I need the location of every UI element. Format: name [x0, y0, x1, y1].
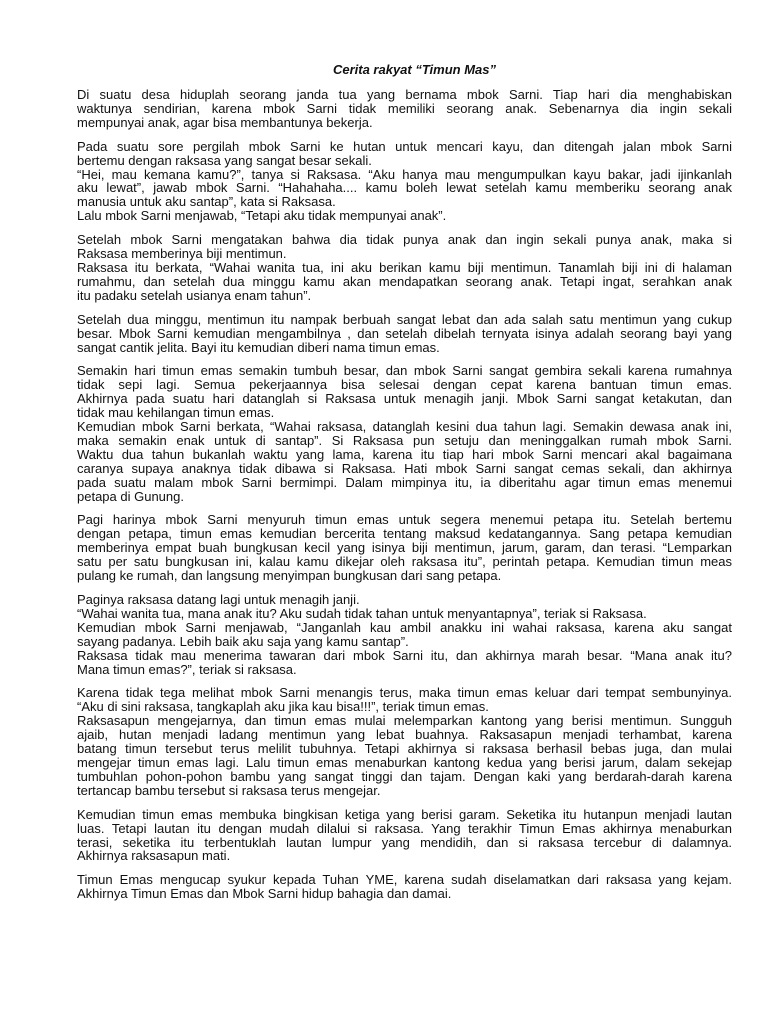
- text-line: Mana timun emas?”, teriak si raksasa.: [77, 661, 297, 677]
- text-line: satu per satu bungkusan ini, kalau kamu dikejar oleh raksasa itu”, perintah petapa. Kemudian timun meas: [77, 554, 732, 570]
- text-line: sayang padanya. Lebih baik aku saja yang kamu santap”.: [77, 633, 409, 649]
- paragraph: [77, 233, 732, 303]
- text-line: Pagi harinya mbok Sarni menyuruh timun emas untuk segera menemui petapa itu. Setelah bertemu: [77, 512, 732, 528]
- text-line: memberinya empat buah bungkusan kecil yang isinya biji mentimun, jarum, garam, dan terasi. “Lemparkan: [77, 540, 732, 556]
- paragraph: [77, 513, 732, 583]
- text-line: Akhirnya Timun Emas dan Mbok Sarni hidup bahagia dan damai.: [77, 886, 452, 902]
- text-line: Semakin hari timun emas semakin tumbuh besar, dan mbok Sarni sangat gembira sekali karena rumahnya: [77, 363, 732, 379]
- text-line: “Aku di sini raksasa, tangkaplah aku jika kau bisa!!!”, teriak timun emas.: [77, 699, 489, 715]
- text-line: dengan petapa, timun emas kemudian bercerita tentang maksud kedatangannya. Sang petapa kemudian: [77, 526, 732, 542]
- text-line: Paginya raksasa datang lagi untuk menagih janji.: [77, 592, 360, 607]
- paragraph: [77, 808, 732, 864]
- paragraph: [77, 364, 732, 503]
- text-line: Kemudian mbok Sarni berkata, “Wahai raksasa, datanglah kesini dua tahun lagi. Semakin dewasa anak ini,: [77, 419, 732, 435]
- text-line: ajaib, hutan menjadi ladang mentimun yang lebat buahnya. Raksasapun menjadi terhambat, karena: [77, 727, 732, 743]
- text-line: Akhirnya pada suatu hari datanglah si Raksasa untuk menagih janji. Mbok Sarni sangat ketakutan, dan: [77, 391, 732, 407]
- text-line: Raksasa memberinya biji mentimun.: [77, 246, 287, 262]
- text-line: besar. Mbok Sarni kemudian mengambilnya , dan setelah dibelah ternyata isinya adalah seorang bayi yang: [77, 325, 732, 341]
- text-line: tidak sepi lagi. Semua pekerjaannya bisa selesai dengan cepat karena bantuan timun emas.: [77, 377, 732, 393]
- text-line: petapa di Gunung.: [77, 488, 184, 504]
- text-line: Timun Emas mengucap syukur kepada Tuhan YME, karena sudah diselamatkan dari raksasa yang kejam.: [77, 872, 732, 888]
- paragraph: [77, 88, 732, 130]
- text-line: tumbuhlan pohon-pohon bambu yang sangat tinggi dan tajam. Dengan kaki yang berdarah-darah karena: [77, 768, 732, 784]
- text-line: luas. Tetapi lautan itu dengan mudah dilalui si raksasa. Yang terakhir Timun Emas akhirnya menaburkan: [77, 820, 732, 836]
- text-line: maka semakin enak untuk di santap”. Si Raksasa pun setuju dan meninggalkan rumah mbok Sarni.: [77, 432, 732, 448]
- text-line: Setelah dua minggu, mentimun itu nampak berbuah sangat lebat dan ada salah satu mentimun yang cukup: [77, 311, 732, 327]
- text-line: Pada suatu sore pergilah mbok Sarni ke hutan untuk mencari kayu, dan ditengah jalan mbok Sarni: [77, 138, 732, 154]
- text-line: Raksasa itu berkata, “Wahai wanita tua, ini aku berikan kamu biji mentimun. Tanamlah biji ini di halaman: [77, 259, 732, 275]
- text-line: rumahmu, dan setelah dua minggu kamu akan mendapatkan seorang anak. Tetapi ingat, serahkan anak: [77, 273, 732, 289]
- text-line: terasi, seketika itu terbentuklah lautan lumpur yang mendidih, dan si raksasa tercebur di dalamnya.: [77, 834, 732, 850]
- text-line: waktunya sendirian, karena mbok Sarni tidak memiliki seorang anak. Sebenarnya dia ingin sekali: [77, 100, 732, 116]
- text-line: Waktu dua tahun bukanlah waktu yang lama, karena itu tiap hari mbok Sarni mencari akal bagaimana: [77, 446, 732, 462]
- text-line: mengejar timun emas lagi. Lalu timun emas menaburkan kantong kedua yang berisi jarum, dalam sekejap: [77, 754, 732, 770]
- paragraph: [77, 593, 732, 676]
- text-line: caranya supaya anaknya tidak dibawa si Raksasa. Hati mbok Sarni sangat cemas sekali, dan akhirnya: [77, 460, 732, 476]
- text-line: pada suatu malam mbok Sarni bermimpi. Dalam mimpinya itu, ia diberitahu agar timun emas menemui: [77, 474, 732, 490]
- text-line: tidak mau kehilangan timun emas.: [77, 405, 275, 421]
- text-line: tertancap bambu tersebut si raksasa terus mengejar.: [77, 782, 381, 798]
- story-title: Cerita rakyat “Timun Mas”: [332, 62, 497, 77]
- paragraph: [77, 686, 732, 797]
- text-line: Lalu mbok Sarni menjawab, “Tetapi aku tidak mempunyai anak”.: [77, 208, 447, 224]
- text-line: manusia untuk aku santap”, kata si Raksasa.: [77, 194, 336, 210]
- text-line: “Wahai wanita tua, mana anak itu? Aku sudah tidak tahan untuk menyantapnya”, teriak si Raksasa.: [77, 605, 647, 621]
- text-line: Raksasapun mengejarnya, dan timun emas mulai melemparkan kantong yang berisi mentimun. Sungguh: [77, 713, 732, 729]
- paragraph: [77, 140, 732, 223]
- paragraph: [77, 313, 732, 355]
- text-line: batang timun tersebut terus melilit tubuhnya. Tetapi akhirnya si raksasa berhasil bebas juga, dan mulai: [77, 741, 732, 757]
- text-line: bertemu dengan raksasa yang sangat besar sekali.: [77, 152, 372, 168]
- text-line: aku lewat”, jawab mbok Sarni. “Hahahaha.... kamu boleh lewat setelah kamu memberiku seorang anak: [77, 180, 732, 196]
- text-line: Setelah mbok Sarni mengatakan bahwa dia tidak punya anak dan ingin sekali punya anak, maka si: [77, 232, 732, 248]
- text-line: Kemudian timun emas membuka bingkisan ketiga yang berisi garam. Seketika itu hutanpun menjadi lautan: [77, 806, 732, 822]
- text-line: pulang ke rumah, dan langsung menyimpan bungkusan dari sang petapa.: [77, 568, 502, 584]
- text-line: Raksasa tidak mau menerima tawaran dari mbok Sarni itu, dan akhirnya marah besar. “Mana anak itu?: [77, 647, 732, 663]
- text-line: Karena tidak tega melihat mbok Sarni menangis terus, maka timun emas keluar dari tempat sembunyinya.: [77, 685, 732, 701]
- text-line: mempunyai anak, agar bisa membantunya bekerja.: [77, 114, 373, 130]
- text-line: sangat cantik jelita. Bayi itu kemudian diberi nama timun emas.: [77, 339, 440, 355]
- text-line: Kemudian mbok Sarni menjawab, “Janganlah kau ambil anakku ini wahai raksasa, karena aku sangat: [77, 619, 732, 635]
- text-line: itu padaku setelah usianya enam tahun”.: [77, 287, 312, 303]
- text-line: “Hei, mau kemana kamu?”, tanya si Raksasa. “Aku hanya mau mengumpulkan kayu bakar, jadi ijinkanlah: [77, 166, 732, 182]
- story-body: [77, 88, 732, 901]
- text-line: Akhirnya raksasapun mati.: [77, 848, 231, 864]
- paragraph: [77, 873, 732, 901]
- text-line: Di suatu desa hiduplah seorang janda tua yang bernama mbok Sarni. Tiap hari dia menghabiskan: [77, 87, 732, 102]
